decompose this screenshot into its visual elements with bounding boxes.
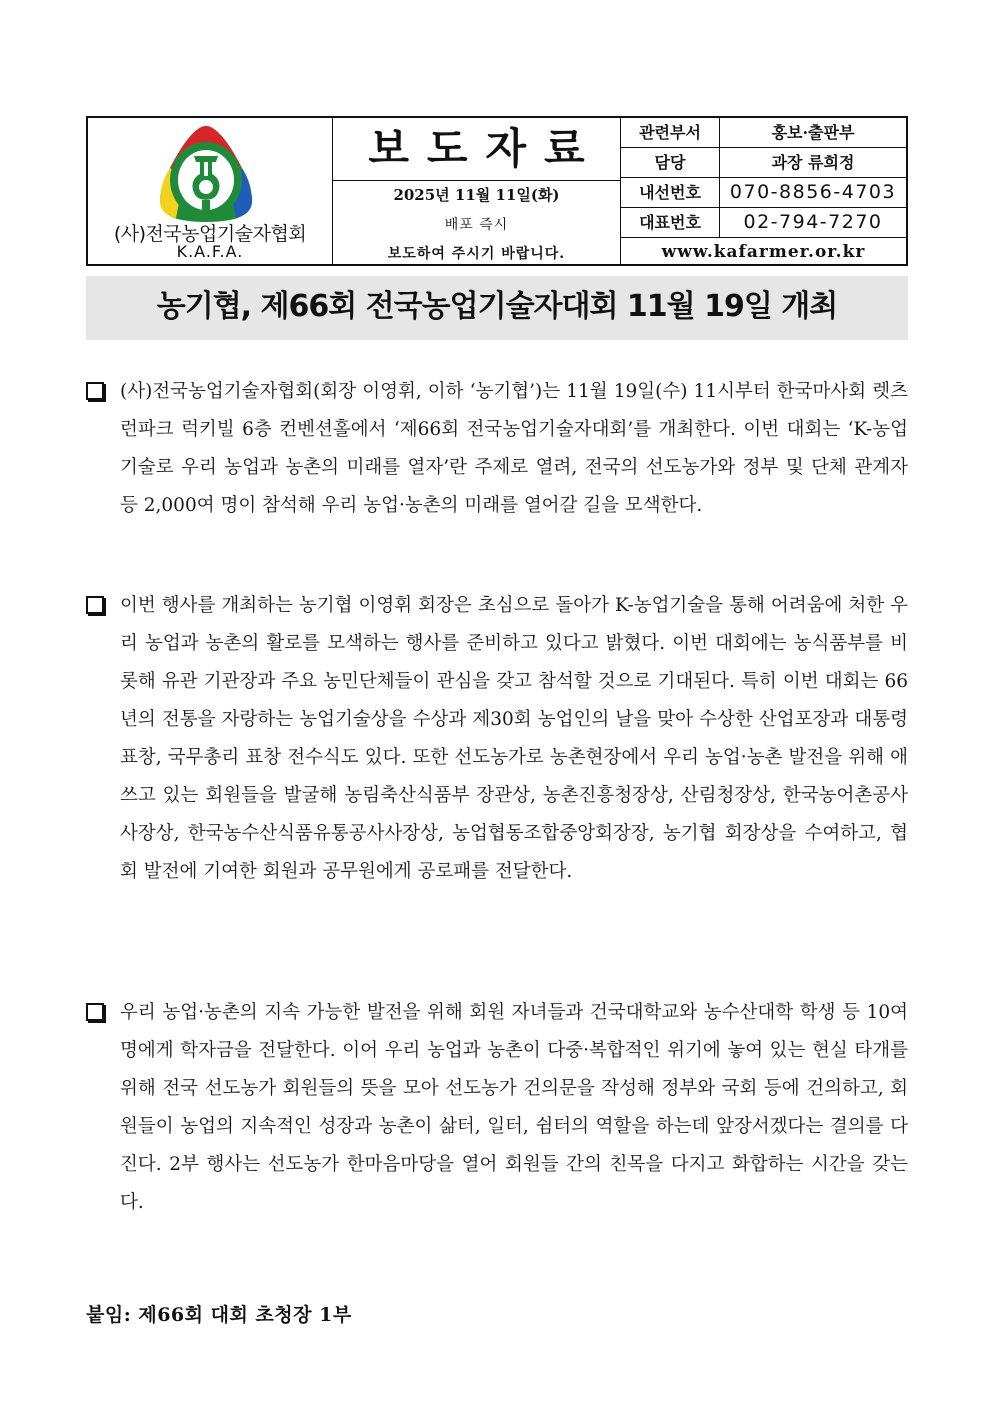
paragraph-text: (사)전국농업기술자협회(회장 이영휘, 이하 ‘농기협’)는 11월 19일(수) 11시부터 한국마사회 렛츠런파크 럭키빌 6층 컨벤션홀에서 ‘제66회 전국농업기술자대회’를 개최한다. 이번 대회는 ‘K-농업기술로 우리 농업과 농촌의 미래를 열자’란 주제로 열려, 전국의 선도농가와 정부 및 단체 관계자 등 2,000여 명이 참석해 우리 농업·농촌의 미래를 열어갈 길을 모색한다. bbox=[120, 381, 908, 516]
info-row-department bbox=[621, 118, 906, 148]
checkbox-bullet-icon bbox=[86, 1003, 104, 1021]
attachment-note: 붙임: 제66회 대회 초청장 1부 bbox=[86, 1304, 352, 1326]
contact-info-cell bbox=[621, 118, 906, 264]
info-label: 내선번호 bbox=[621, 178, 720, 207]
title-cell bbox=[333, 118, 621, 264]
info-value: 과장 류희정 bbox=[771, 153, 855, 172]
paragraph-2 bbox=[86, 587, 908, 891]
info-row-website bbox=[621, 238, 906, 268]
info-row-extension bbox=[621, 178, 906, 208]
info-label: 대표번호 bbox=[621, 208, 720, 237]
document-title: 보도자료 bbox=[333, 118, 620, 181]
website-url[interactable]: www.kafarmer.or.kr bbox=[661, 242, 866, 262]
info-value: 070-8856-4703 bbox=[729, 181, 897, 203]
paragraph-1 bbox=[86, 373, 908, 525]
info-label: 담당 bbox=[621, 148, 720, 177]
kafa-logo-icon bbox=[154, 122, 258, 226]
info-value: 02-794-7270 bbox=[743, 211, 883, 233]
release-request: 보도하여 주시기 바랍니다. bbox=[387, 246, 566, 262]
info-row-main-number bbox=[621, 208, 906, 238]
header-table bbox=[86, 116, 908, 266]
info-row-contact-person bbox=[621, 148, 906, 178]
logo-cell bbox=[88, 118, 333, 264]
checkbox-bullet-icon bbox=[86, 382, 104, 400]
paragraph-text: 이번 행사를 개최하는 농기협 이영휘 회장은 초심으로 돌아가 K-농업기술을 통해 어려움에 처한 우리 농업과 농촌의 활로를 모색하는 행사를 준비하고 있다고 밝혔다. 이번 대회에는 농식품부를 비롯해 유관 기관장과 주요 농민단체들이 관심을 갖고 참석할 것으로 기대된다. 특히 이번 대회는 66년의 전통을 자랑하는 농업기술상을 수상과 제30회 농업인의 날을 맞아 수상한 산업포장과 대통령 표창, 국무총리 표창 전수식도 있다. 또한 선도농가로 농촌현장에서 우리 농업·농촌 발전을 위해 애쓰고 있는 회원들을 발굴해 농림축산식품부 장관상, 농촌진흥청장상, 산림청장상, 한국농어촌공사사장상, 한국농수산식품유통공사사장상, 농업협동조합중앙회장장, 농기협 회장상을 수여하고, 협회 발전에 기여한 회원과 공무원에게 공로패를 전달한다. bbox=[120, 595, 908, 882]
release-date: 2025년 11월 11일(화) bbox=[393, 186, 560, 204]
info-value: 홍보·출판부 bbox=[771, 123, 855, 142]
release-timing: 배포 즉시 bbox=[444, 217, 509, 233]
info-label: 관련부서 bbox=[621, 118, 720, 147]
org-abbreviation: K.A.F.A. bbox=[176, 242, 244, 261]
paragraph-3 bbox=[86, 994, 908, 1222]
headline: 농기협, 제66회 전국농업기술자대회 11월 19일 개최 bbox=[86, 276, 908, 340]
org-name: (사)전국농업기술자협회 bbox=[113, 223, 307, 245]
paragraph-text: 우리 농업·농촌의 지속 가능한 발전을 위해 회원 자녀들과 건국대학교와 농수산대학 학생 등 10여명에게 학자금을 전달한다. 이어 우리 농업과 농촌이 다중·복합적인 위기에 놓여 있는 현실 타개를 위해 전국 선도농가 회원들의 뜻을 모아 선도농가 건의문을 작성해 정부와 국회 등에 건의하고, 회원들이 농업의 지속적인 성장과 농촌이 삶터, 일터, 쉼터의 역할을 하는데 앞장서겠다는 결의를 다진다. 2부 행사는 선도농가 한마음마당을 열어 회원들 간의 친목을 다지고 화합하는 시간을 갖는다. bbox=[120, 1002, 908, 1213]
checkbox-bullet-icon bbox=[86, 596, 104, 614]
